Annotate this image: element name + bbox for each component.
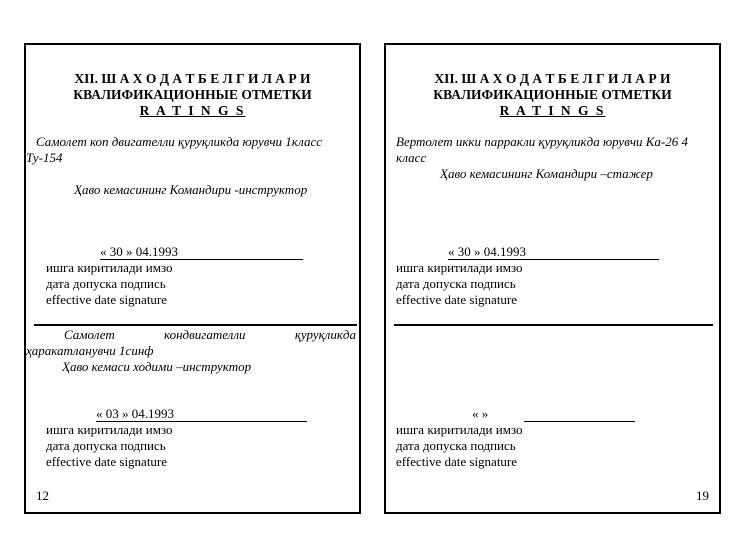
entry2-label-ru: дата допуска подпись (46, 438, 166, 453)
entry1-label-uz: ишга киритилади имзо (46, 260, 173, 275)
entry2-aircraft (64, 327, 356, 343)
entry2-date: « 03 » 04.1993 (96, 406, 174, 421)
section-subtitle: КВАЛИФИКАЦИОННЫЕ ОТМЕТКИ (73, 87, 312, 102)
entry2-aircraft-word-1: Самолет (64, 327, 115, 342)
left-page (24, 43, 361, 514)
entry1-label-en: effective date signature (46, 292, 168, 307)
entry1-label-en: effective date signature (396, 292, 518, 307)
entry1-label-ru: дата допуска подпись (396, 276, 516, 291)
entry-separator (34, 324, 357, 326)
section-ratings-title: R A T I N G S (499, 103, 606, 118)
right-page (384, 43, 721, 514)
entry1-aircraft: Вертолет икки парракли қуруқликда юрувчи Ка-26 4 (396, 134, 689, 149)
section-title: XII. Ш А Х О Д А Т Б Е Л Г И Л А Р И (74, 71, 311, 86)
entry2-date: « » (472, 406, 489, 421)
entry1-position: Ҳаво кемасининг Командири -инструктор (74, 182, 308, 197)
section-subtitle: КВАЛИФИКАЦИОННЫЕ ОТМЕТКИ (433, 87, 672, 102)
entry1-aircraft-class: класс (396, 150, 427, 165)
entry2-label-en: effective date signature (396, 454, 518, 469)
entry2-aircraft-word-2: кондвигателли (164, 327, 246, 342)
entry2-label-uz: ишга киритилади имзо (46, 422, 173, 437)
entry-separator (394, 324, 713, 326)
entry1-label-ru: дата допуска подпись (46, 276, 166, 291)
entry1-position: Ҳаво кемасининг Командири –стажер (440, 166, 653, 181)
entry1-label-uz: ишга киритилади имзо (396, 260, 523, 275)
entry2-position: Ҳаво кемаси ходими –инструктор (62, 359, 252, 374)
entry2-date-underline (524, 421, 635, 422)
entry1-aircraft-type: Ту-154 (26, 150, 63, 165)
page-number: 19 (696, 488, 709, 503)
entry2-aircraft-class: ҳаракатланувчи 1синф (26, 343, 154, 358)
entry2-label-en: effective date signature (46, 454, 168, 469)
entry2-aircraft-word-3: қуруқликда (294, 327, 356, 342)
section-title: XII. Ш А Х О Д А Т Б Е Л Г И Л А Р И (434, 71, 671, 86)
section-ratings-title: R A T I N G S (139, 103, 246, 118)
entry2-label-ru: дата допуска подпись (396, 438, 516, 453)
entry1-date: « 30 » 04.1993 (100, 244, 178, 259)
entry2-label-uz: ишга киритилади имзо (396, 422, 523, 437)
page-number: 12 (36, 488, 49, 503)
entry1-date: « 30 » 04.1993 (448, 244, 526, 259)
entry1-aircraft: Самолет коп двигателли қуруқликда юрувчи 1класс (36, 134, 323, 149)
